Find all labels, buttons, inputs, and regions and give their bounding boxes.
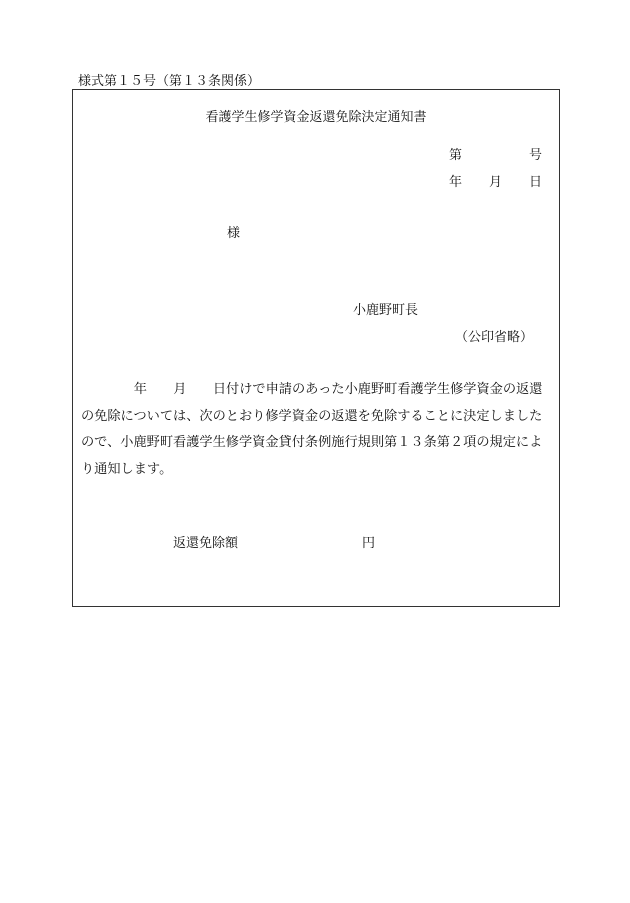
notice-body: 年 月 日付けで申請のあった小鹿野町看護学生修学資金の返還の免除については、次のとおり修学資金の返還を免除することに決定しましたので、小鹿野町看護学生修学資金貸付条例施行規則第１３条第２項の規定により通知します。 (81, 382, 543, 477)
document-title: 看護学生修学資金返還免除決定通知書 (205, 110, 427, 125)
seal-omitted-note: （公印省略） (455, 330, 534, 345)
number-suffix: 号 (529, 148, 543, 163)
number-prefix: 第 (449, 148, 463, 163)
issuer-title: 小鹿野町長 (353, 303, 419, 318)
form-number-label: 様式第１５号（第１３条関係） (78, 74, 261, 89)
recipient-honorific: 様 (227, 226, 241, 241)
date-month: 月 (489, 175, 503, 190)
amount-unit: 円 (362, 536, 376, 551)
date-year: 年 (449, 175, 463, 190)
date-day: 日 (529, 175, 543, 190)
notice-frame (72, 89, 560, 607)
amount-label: 返還免除額 (173, 536, 239, 551)
